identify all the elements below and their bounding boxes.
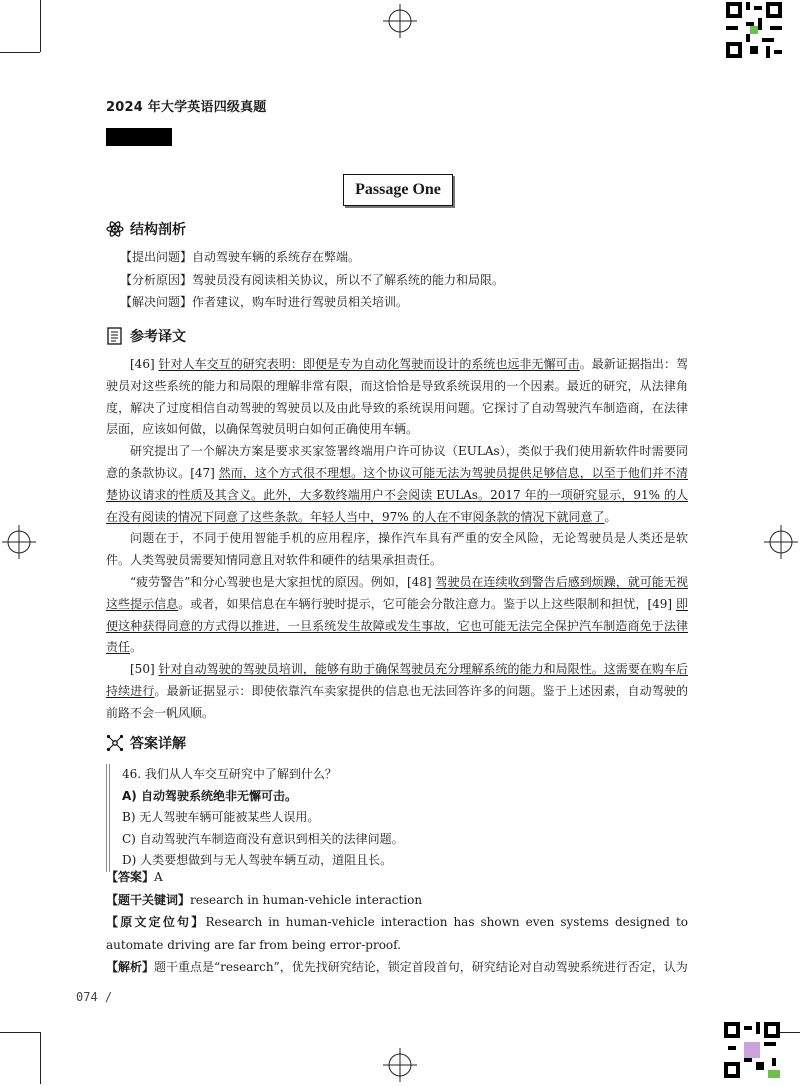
structure-tag: 【提出问题】 <box>120 250 193 264</box>
passage-title: Passage One <box>355 181 441 198</box>
structure-list <box>120 246 504 314</box>
crop-mark <box>0 1032 40 1033</box>
translation-paragraph <box>106 441 688 528</box>
translation-body <box>106 354 688 725</box>
translation-paragraph: 问题在于，不同于使用智能手机的应用程序，操作汽车具有严重的安全风险，无论驾驶员是人类还是软件。人类驾驶员需要知情同意且对软件和硬件的结果承担责任。 <box>106 531 688 568</box>
option-d: D) 人类要想做到与无人驾驶车辆互动，道阻且长。 <box>122 853 393 867</box>
keyword-value: research in human-vehicle interaction <box>190 892 423 907</box>
qr-code-icon[interactable] <box>726 2 782 62</box>
atom-icon <box>106 220 124 238</box>
underlined-text: 即便这种获得同意的方式得以推进，一旦系统发生故障或发生事故，它也可能无法完全保护汽车制造商免于法律责任 <box>106 596 688 655</box>
question-marker: [50] <box>130 662 155 677</box>
book-title: 2024 年大学英语四级真题 <box>106 100 267 115</box>
answer-label: 【答案】 <box>106 870 155 884</box>
qr-code-icon[interactable] <box>724 1022 780 1082</box>
analysis-label: 【解析】 <box>106 960 155 974</box>
answers-heading <box>106 733 186 753</box>
translation-paragraph <box>106 659 688 724</box>
structure-item <box>120 269 504 292</box>
structure-text: 自动驾驶车辆的系统存在弊端。 <box>192 250 361 264</box>
passage-title-box <box>343 174 453 206</box>
section-tab-bar <box>106 128 172 146</box>
option-a: A) 自动驾驶系统绝非无懈可击。 <box>122 788 297 803</box>
translation-heading <box>106 326 186 346</box>
question-block <box>106 764 404 872</box>
question-marker: [48] <box>406 574 432 589</box>
paragraph-text: 。最新证据显示：即使依靠汽车卖家提供的信息也无法回答许多的问题。鉴于上述因素，自动驾驶的前路不会一帆风顺。 <box>106 683 688 720</box>
keyword-row <box>106 889 688 912</box>
analysis-value: 题干重点是“research”，优先找研究结论，锁定首段首句，研究结论对自动驾驶系统进行否定，认为 <box>154 960 688 974</box>
structure-text: 驾驶员没有阅读相关协议，所以不了解系统的能力和局限。 <box>192 272 505 287</box>
paragraph-text: “疲劳警告”和分心驾驶也是大家担忧的原因。例如， <box>130 574 407 589</box>
structure-tag: 【解决问题】 <box>120 295 193 309</box>
answer-value: A <box>154 870 163 884</box>
question-stem: 46. 我们从人车交互研究中了解到什么？ <box>122 767 337 781</box>
structure-item <box>120 291 504 314</box>
analysis-row <box>106 956 688 979</box>
paragraph-text: 。 <box>130 640 143 655</box>
document-icon <box>106 327 124 345</box>
paragraph-text: 研究提出了一个解决方案是要求买家签署终端用户许可协议（EULAs），类似于我们使用新软件时需要同意的条款协议。 <box>106 444 688 480</box>
crop-mark <box>40 0 41 52</box>
question-marker: [47] <box>190 465 215 480</box>
registration-mark-top <box>383 4 417 38</box>
option-c: C) 自动驾驶汽车制造商没有意识到相关的法律问题。 <box>122 831 404 846</box>
question-marker: [46] <box>130 357 155 371</box>
underlined-text: 驾驶员在连续收到警告后感到烦躁，就可能无视这些提示信息 <box>106 574 688 611</box>
question-marker: [49] <box>647 596 673 611</box>
locate-label: 【原文定位句】 <box>106 915 206 929</box>
page-number: 074 / <box>76 990 113 1004</box>
keyword-label: 【题干关键词】 <box>106 892 191 907</box>
answers-heading-label: 答案详解 <box>130 736 186 752</box>
translation-paragraph <box>106 572 688 659</box>
underlined-text: 针对人车交互的研究表明：即便是专为自动化驾驶而设计的系统也远非无懈可击 <box>158 357 580 371</box>
structure-tag: 【分析原因】 <box>120 272 193 287</box>
network-icon <box>106 734 124 752</box>
underlined-text: 针对自动驾驶的驾驶员培训，能够有助于确保驾驶员充分理解系统的能力和局限性。这需要在购车后持续进行 <box>106 662 688 698</box>
translation-heading-label: 参考译文 <box>130 329 186 345</box>
registration-mark-right <box>764 525 798 559</box>
registration-mark-bottom <box>383 1048 417 1082</box>
paragraph-text: 。 <box>604 509 617 524</box>
option-b: B) 无人驾驶车辆可能被某些人误用。 <box>122 810 320 824</box>
structure-heading-label: 结构剖析 <box>130 222 186 238</box>
crop-mark <box>40 1032 41 1084</box>
answer-row <box>106 866 688 889</box>
paragraph-text: 。或者，如果信息在车辆行驶时提示，它可能会分散注意力。鉴于以上这些限制和担忧， <box>178 596 648 611</box>
structure-text: 作者建议，购车时进行驾驶员相关培训。 <box>192 295 409 309</box>
registration-mark-left <box>2 525 36 559</box>
answer-explanation <box>106 866 688 979</box>
translation-paragraph <box>106 354 688 441</box>
locate-row <box>106 911 688 956</box>
crop-mark <box>0 52 40 53</box>
underlined-text: 然而，这个方式很不理想。这个协议可能无法为驾驶员提供足够信息，以至于他们并不清楚协议请求的性质及其含义。此外，大多数终端用户不会阅读 EULAs。2017 年的一项研究显示，91% 的人在没有阅读的情况下同意了这些条款。年轻人当中，97% 的人在不审阅条款的情况下就同意了 <box>106 465 688 524</box>
structure-heading <box>106 219 186 239</box>
locate-value: Research in human-vehicle interaction has shown even systems designed to automate driving are far from being error-proof. <box>106 915 688 952</box>
paragraph-text: 。最新证据指出：驾驶员对这些系统的能力和局限的理解非常有限，而这恰恰是导致系统误用的一个因素。最近的研究，从法律角度，解决了过度相信自动驾驶的驾驶员以及由此导致的系统误用问题。它探讨了自动驾驶汽车制造商，在法律层面，应该如何做，以确保驾驶员明白如何正确使用车辆。 <box>106 357 688 437</box>
structure-item <box>120 246 504 269</box>
